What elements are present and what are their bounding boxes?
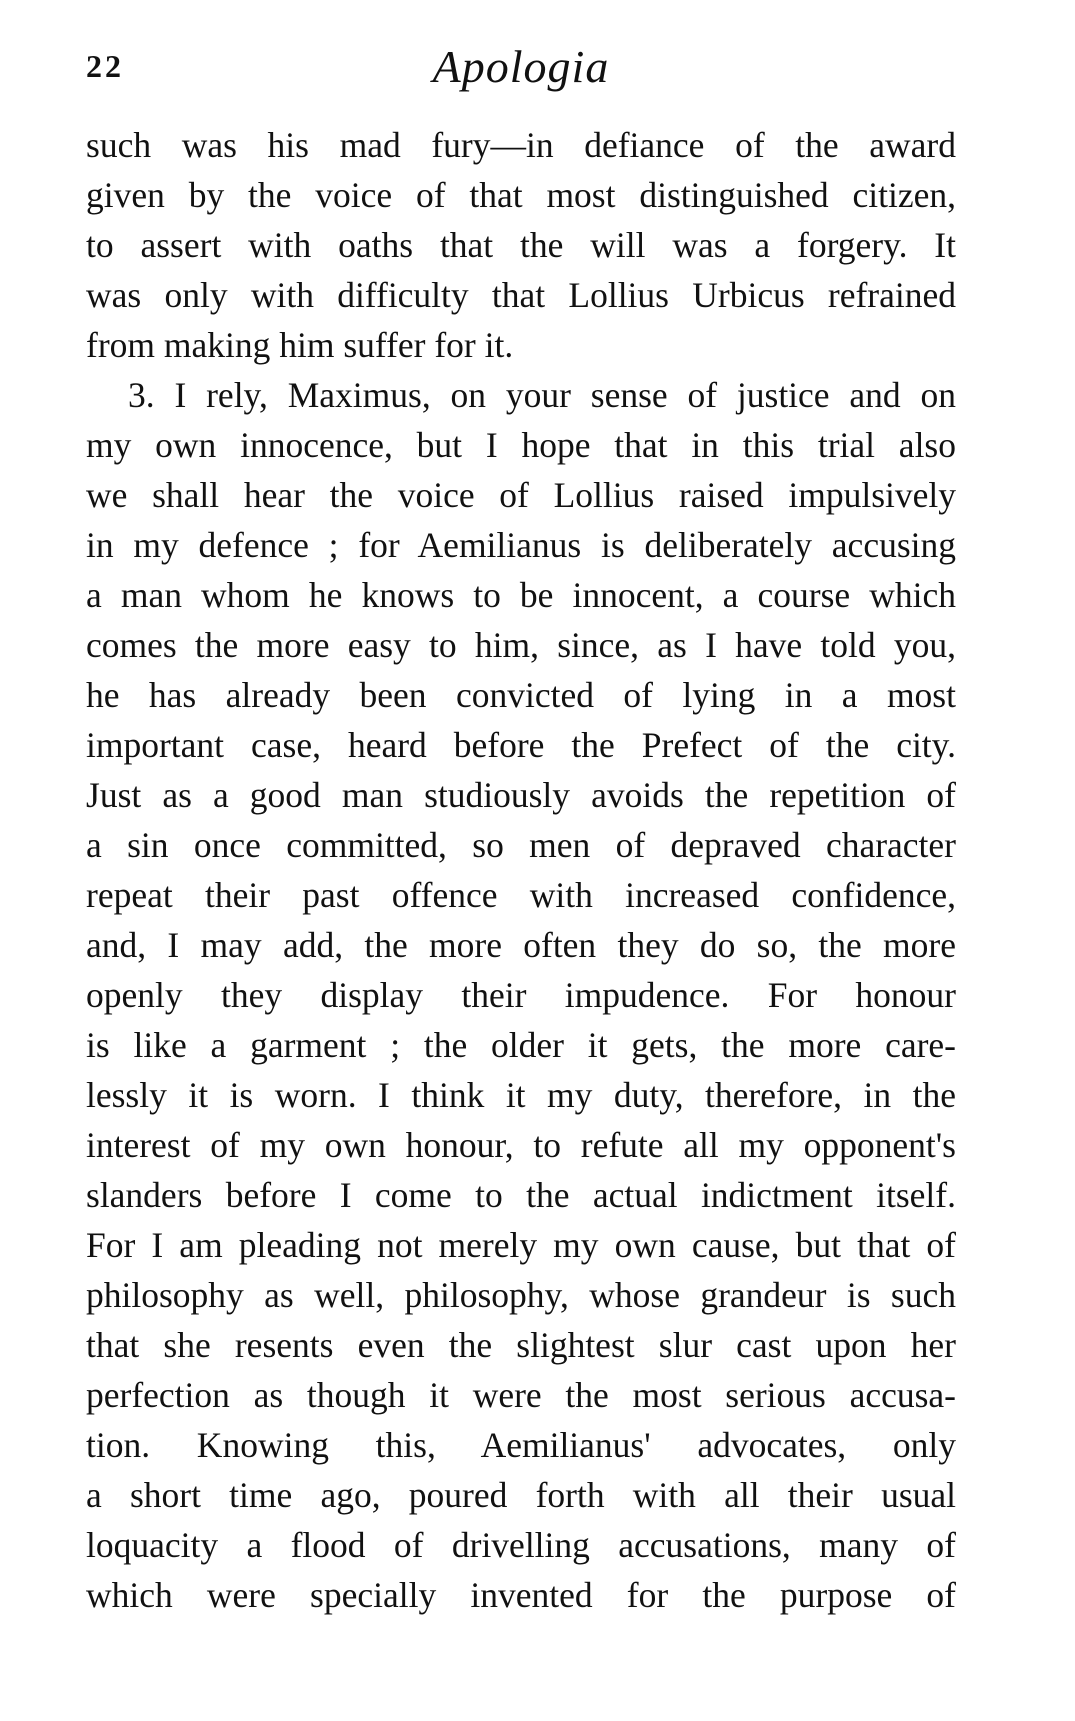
- text-line: was only with difficulty that Lollius Urbicus refrained: [86, 275, 956, 315]
- text-line: openly they display their impudence. For honour: [86, 975, 956, 1015]
- running-head-title: Apologia: [432, 41, 610, 92]
- text-line: For I am pleading not merely my own cause, but that of: [86, 1225, 956, 1265]
- text-line: a sin once committed, so men of depraved character: [86, 825, 956, 865]
- text-line: slanders before I come to the actual indictment itself.: [86, 1175, 956, 1215]
- text-line: he has already been convicted of lying in a most: [86, 675, 956, 715]
- text-line: to assert with oaths that the will was a forgery. It: [86, 225, 956, 265]
- text-line: is like a garment ; the older it gets, the more care-: [86, 1025, 956, 1065]
- text-line: from making him suffer for it.: [86, 325, 514, 365]
- text-line: my own innocence, but I hope that in this trial also: [86, 425, 956, 465]
- text-line: philosophy as well, philosophy, whose grandeur is such: [86, 1275, 956, 1315]
- text-line: repeat their past offence with increased confidence,: [86, 875, 956, 915]
- paragraph-start-line: 3. I rely, Maximus, on your sense of justice and on: [128, 375, 956, 415]
- text-line: in my defence ; for Aemilianus is deliberately accusing: [86, 525, 956, 565]
- text-line: Just as a good man studiously avoids the repetition of: [86, 775, 956, 815]
- page-number: 22: [86, 48, 124, 84]
- text-line: given by the voice of that most distinguished citizen,: [86, 175, 956, 215]
- text-line: we shall hear the voice of Lollius raised impulsively: [86, 475, 956, 515]
- body-text: [86, 120, 956, 1620]
- text-line: that she resents even the slightest slur cast upon her: [86, 1325, 956, 1365]
- text-line: perfection as though it were the most serious accusa-: [86, 1375, 956, 1415]
- text-line: loquacity a flood of drivelling accusations, many of: [86, 1525, 956, 1565]
- text-line: and, I may add, the more often they do so, the more: [86, 925, 956, 965]
- text-line: such was his mad fury—in defiance of the award: [86, 125, 956, 165]
- text-line: a short time ago, poured forth with all their usual: [86, 1475, 956, 1515]
- text-line: a man whom he knows to be innocent, a course which: [86, 575, 956, 615]
- text-line: interest of my own honour, to refute all my opponent's: [86, 1125, 956, 1165]
- text-line: comes the more easy to him, since, as I have told you,: [86, 625, 956, 665]
- text-line: important case, heard before the Prefect of the city.: [86, 725, 956, 765]
- text-line: tion. Knowing this, Aemilianus' advocates, only: [86, 1425, 956, 1465]
- text-line: which were specially invented for the purpose of: [86, 1575, 956, 1615]
- text-line: lessly it is worn. I think it my duty, therefore, in the: [86, 1075, 956, 1115]
- page-header: [86, 40, 956, 100]
